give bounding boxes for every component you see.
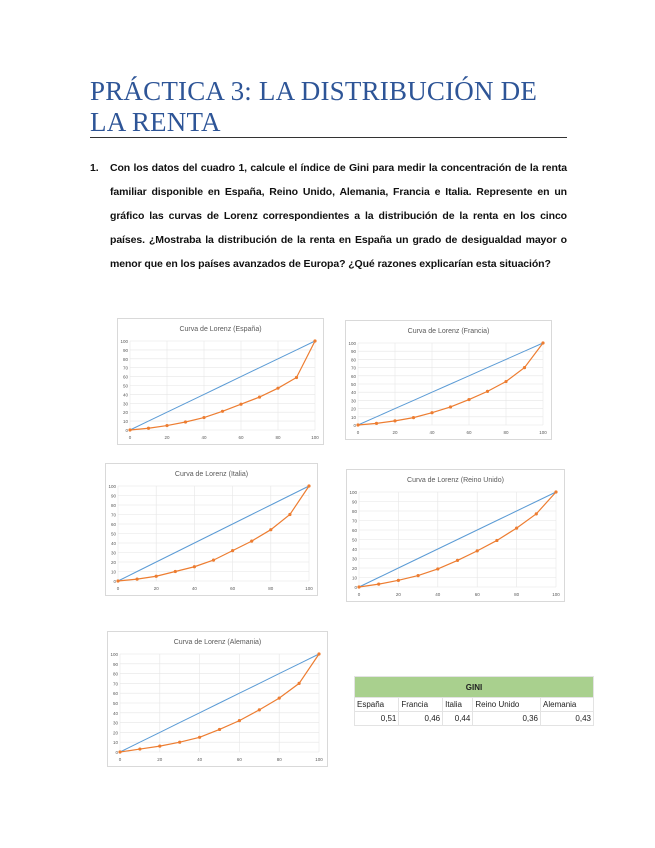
x-tick-label: 40 (429, 430, 435, 435)
lorenz-point (128, 428, 131, 431)
question-number: 1. (90, 162, 99, 174)
lorenz-point (136, 578, 139, 581)
y-tick-label: 20 (350, 406, 356, 412)
lorenz-point (357, 585, 360, 588)
x-tick-label: 20 (164, 435, 170, 440)
gini-country: Francia (399, 698, 443, 712)
x-tick-label: 80 (514, 592, 520, 597)
y-tick-label: 30 (110, 550, 116, 556)
y-tick-label: 90 (112, 661, 118, 667)
lorenz-point (258, 708, 261, 711)
x-tick-label: 60 (236, 757, 242, 762)
gini-country: Alemania (541, 698, 594, 712)
chart-title: Curva de Lorenz (Francia) (407, 328, 490, 335)
chart-svg (106, 464, 317, 595)
lorenz-point (313, 339, 316, 342)
y-tick-label: 20 (110, 560, 116, 565)
x-tick-label: 0 (118, 757, 122, 762)
x-tick-label: 40 (201, 435, 207, 440)
x-tick-label: 0 (128, 435, 132, 440)
lorenz-point (375, 422, 378, 425)
y-tick-label: 60 (351, 528, 357, 533)
lorenz-point (118, 750, 121, 753)
lorenz-point (298, 682, 301, 685)
y-tick-label: 40 (351, 547, 357, 552)
lorenz-point (417, 574, 420, 577)
y-tick-label: 100 (349, 490, 357, 495)
y-tick-label: 10 (122, 419, 128, 425)
chart-title: Curva de Lorenz (Alemania) (173, 639, 262, 646)
lorenz-point (276, 387, 279, 390)
lorenz-point (165, 424, 168, 427)
gini-value: 0,51 (355, 712, 399, 726)
x-tick-label: 80 (276, 757, 282, 762)
y-tick-label: 0 (353, 423, 356, 428)
gini-country: Italia (443, 698, 473, 712)
y-tick-label: 70 (112, 681, 118, 687)
lorenz-point (158, 745, 161, 748)
x-tick-label: 80 (503, 430, 509, 435)
x-tick-label: 100 (311, 435, 319, 440)
lorenz-point (269, 528, 272, 531)
lorenz-point (174, 570, 177, 573)
question-1 (90, 156, 567, 276)
lorenz-point (541, 341, 544, 344)
lorenz-point (535, 512, 538, 515)
lorenz-point (515, 527, 518, 530)
lorenz-point (397, 579, 400, 582)
y-tick-label: 50 (110, 531, 116, 537)
y-tick-label: 80 (351, 509, 357, 514)
y-tick-label: 0 (113, 579, 116, 584)
lorenz-point (147, 427, 150, 430)
lorenz-point (218, 728, 221, 731)
gini-table (354, 676, 594, 726)
lorenz-point (250, 540, 253, 543)
lorenz-point (377, 583, 380, 586)
x-tick-label: 0 (116, 586, 120, 591)
y-tick-label: 30 (112, 720, 118, 726)
lorenz-point (116, 579, 119, 582)
x-tick-label: 100 (539, 430, 547, 435)
y-tick-label: 50 (350, 382, 356, 387)
y-tick-label: 90 (351, 499, 357, 505)
y-tick-label: 100 (108, 484, 116, 489)
x-tick-label: 100 (552, 592, 560, 597)
x-tick-label: 40 (435, 592, 441, 597)
lorenz-point (307, 484, 310, 487)
x-tick-label: 100 (305, 586, 313, 591)
lorenz-point (231, 549, 234, 552)
lorenz-point (436, 567, 439, 570)
y-tick-label: 100 (348, 341, 356, 346)
y-tick-label: 70 (350, 365, 356, 371)
lorenz-point (212, 559, 215, 562)
lorenz-point (476, 549, 479, 552)
chart-title: Curva de Lorenz (España) (179, 326, 262, 333)
x-tick-label: 40 (197, 757, 203, 762)
x-tick-label: 60 (230, 586, 236, 591)
y-tick-label: 20 (122, 410, 128, 416)
lorenz-point (430, 411, 433, 414)
chart-title: Curva de Lorenz (Reino Unido) (407, 477, 504, 484)
lorenz-point (193, 565, 196, 568)
lorenz-point (523, 366, 526, 369)
chart-title: Curva de Lorenz (Italia) (174, 471, 249, 478)
lorenz-point (456, 559, 459, 562)
lorenz-point (198, 736, 201, 739)
gini-header: GINI (355, 677, 594, 698)
chart-svg (347, 470, 564, 601)
y-tick-label: 10 (110, 569, 116, 575)
gini-value: 0,36 (473, 712, 541, 726)
lorenz-point (295, 376, 298, 379)
chart-svg (118, 319, 323, 444)
x-tick-label: 80 (268, 586, 274, 591)
lorenz-point (258, 395, 261, 398)
y-tick-label: 10 (350, 414, 356, 420)
y-tick-label: 40 (112, 710, 118, 716)
chart-lorenz-espana (117, 318, 324, 445)
lorenz-point (138, 747, 141, 750)
y-tick-label: 70 (351, 518, 357, 524)
y-tick-label: 0 (125, 428, 128, 433)
lorenz-point (202, 416, 205, 419)
lorenz-point (467, 398, 470, 401)
y-tick-label: 100 (120, 339, 128, 344)
chart-lorenz-italia (105, 463, 318, 596)
page-title: PRÁCTICA 3: LA DISTRIBUCIÓN DE LA RENTA (90, 76, 538, 137)
y-tick-label: 40 (122, 392, 128, 398)
x-tick-label: 0 (357, 592, 361, 597)
lorenz-point (178, 741, 181, 744)
lorenz-point (393, 419, 396, 422)
y-tick-label: 90 (122, 347, 128, 353)
question-text: Con los datos del cuadro 1, calcule el índice de Gini para medir la concentración de la renta familiar disponible en España, Reino Unido, Alemania, Francia e Italia. Represente en un gráfico las curvas de Lorenz correspondientes a la distribución de la renta en los cinco países. ¿Mostraba la distribución de la renta en España un grado de desigualdad mayor o menor que en los países avanzados de Europa? ¿Qué razones explicarían esta situación? (110, 162, 567, 270)
x-tick-label: 20 (153, 586, 159, 591)
lorenz-point (239, 403, 242, 406)
chart-svg (346, 321, 551, 439)
lorenz-point (221, 410, 224, 413)
y-tick-label: 70 (110, 512, 116, 518)
y-tick-label: 10 (351, 575, 357, 581)
y-tick-label: 50 (122, 383, 128, 389)
y-tick-label: 30 (351, 556, 357, 562)
y-tick-label: 40 (110, 541, 116, 546)
x-tick-label: 60 (238, 435, 244, 440)
gini-value: 0,44 (443, 712, 473, 726)
x-tick-label: 80 (275, 435, 281, 440)
lorenz-point (317, 652, 320, 655)
y-tick-label: 50 (112, 701, 118, 706)
lorenz-point (184, 420, 187, 423)
x-tick-label: 0 (356, 430, 360, 435)
lorenz-point (449, 405, 452, 408)
gini-value: 0,43 (541, 712, 594, 726)
lorenz-point (504, 380, 507, 383)
lorenz-point (288, 513, 291, 516)
x-tick-label: 20 (157, 757, 163, 762)
y-tick-label: 0 (115, 750, 118, 755)
chart-svg (108, 632, 327, 766)
x-tick-label: 20 (392, 430, 398, 435)
x-tick-label: 60 (466, 430, 472, 435)
title-divider (90, 137, 567, 138)
lorenz-point (238, 719, 241, 722)
y-tick-label: 100 (110, 652, 118, 657)
y-tick-label: 60 (110, 522, 116, 527)
y-tick-label: 20 (351, 566, 357, 571)
y-tick-label: 80 (350, 357, 356, 363)
y-tick-label: 50 (351, 537, 357, 543)
y-tick-label: 60 (350, 373, 356, 379)
y-tick-label: 70 (122, 365, 128, 371)
y-tick-label: 80 (122, 356, 128, 362)
lorenz-point (356, 423, 359, 426)
y-tick-label: 80 (110, 503, 116, 508)
chart-lorenz-francia (345, 320, 552, 440)
y-tick-label: 30 (350, 398, 356, 404)
y-tick-label: 80 (112, 671, 118, 677)
y-tick-label: 20 (112, 730, 118, 736)
gini-country: España (355, 698, 399, 712)
lorenz-point (486, 390, 489, 393)
y-tick-label: 30 (122, 401, 128, 407)
x-tick-label: 40 (191, 586, 197, 591)
x-tick-label: 100 (315, 757, 323, 762)
lorenz-point (278, 697, 281, 700)
lorenz-point (155, 575, 158, 578)
y-tick-label: 90 (350, 349, 356, 355)
y-tick-label: 0 (354, 585, 357, 590)
lorenz-point (495, 539, 498, 542)
gini-country: Reino Unido (473, 698, 541, 712)
gini-value: 0,46 (399, 712, 443, 726)
lorenz-point (412, 416, 415, 419)
y-tick-label: 60 (112, 691, 118, 697)
y-tick-label: 40 (350, 390, 356, 396)
y-tick-label: 90 (110, 493, 116, 499)
x-tick-label: 20 (395, 592, 401, 597)
x-tick-label: 60 (474, 592, 480, 597)
chart-lorenz-alemania (107, 631, 328, 767)
y-tick-label: 10 (112, 740, 118, 746)
chart-lorenz-reino-unido (346, 469, 565, 602)
y-tick-label: 60 (122, 374, 128, 380)
lorenz-point (554, 490, 557, 493)
